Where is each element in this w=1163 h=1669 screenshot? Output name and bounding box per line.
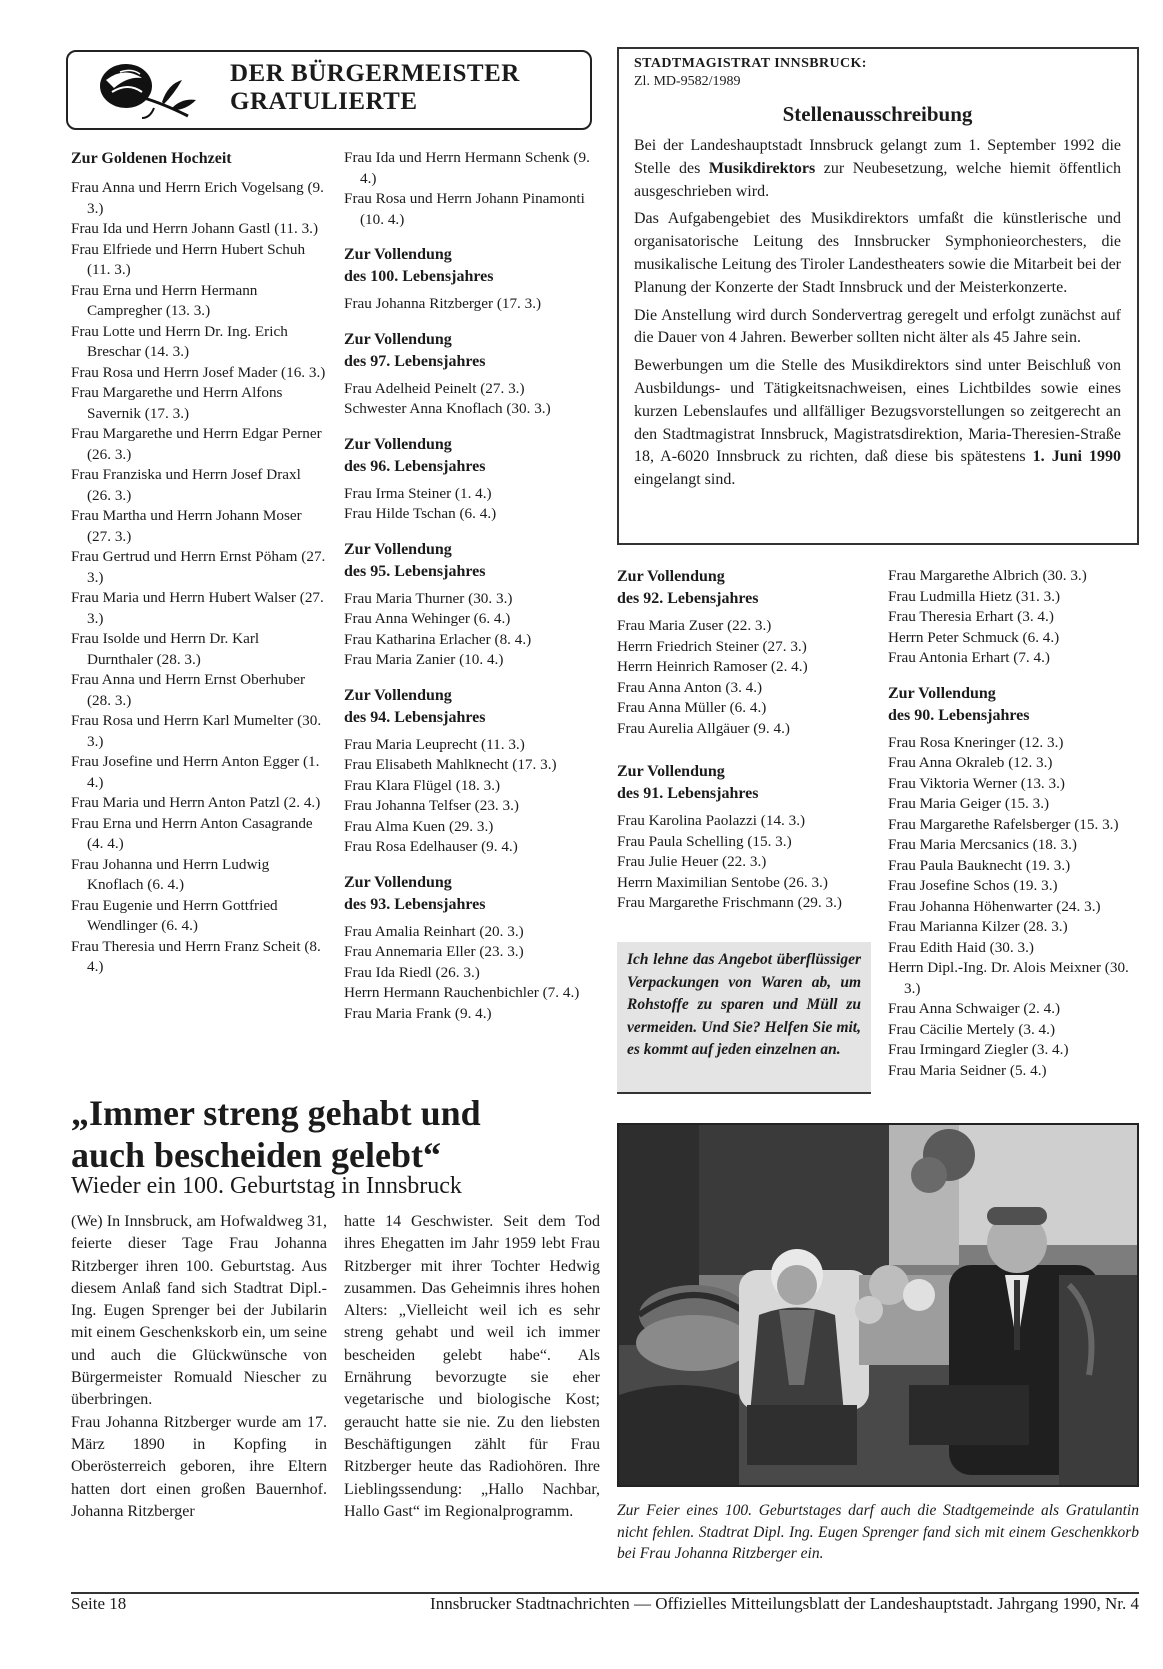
list-item: Frau Alma Kuen (29. 3.)	[344, 817, 494, 835]
list-item: Frau Anna Schwaiger (2. 4.)	[888, 1000, 1061, 1017]
jubilee-column-3	[617, 566, 873, 914]
list-item: Frau Ludmilla Hietz (31. 3.)	[888, 587, 1061, 605]
list-item: Frau Maria Seidner (5. 4.)	[888, 1061, 1047, 1079]
list-item: Frau Maria Geiger (15. 3.)	[888, 795, 1050, 812]
job-posting-p1-bold: Musikdirektors	[708, 159, 816, 177]
list-item: Frau Johanna Ritzberger (17. 3.)	[344, 295, 542, 312]
job-posting-p1-a: Bei der Landeshauptstadt Innsbruck gelangt zum 1. September 1992 die Stelle des	[634, 137, 1121, 177]
section-heading	[344, 872, 600, 916]
job-posting-ref: Zl. MD-9582/1989	[634, 74, 741, 89]
list-item: Frau Margarethe und Herrn Edgar Perner (26. 3.)	[71, 425, 322, 463]
section-heading	[344, 244, 600, 288]
list-item: Frau Erna und Herrn Anton Casagrande (4. 4.)	[71, 814, 313, 852]
list-item: Frau Irmingard Ziegler (3. 4.)	[888, 1041, 1069, 1058]
photo-frame	[617, 1123, 1139, 1487]
list-item: Frau Ida und Herrn Hermann Schenk (9. 4.)	[344, 149, 590, 187]
list-item: Frau Maria und Herrn Hubert Walser (27. 3.)	[71, 589, 324, 627]
section-heading-line2: des 97. Lebensjahres	[344, 352, 486, 370]
list-item: Frau Klara Flügel (18. 3.)	[344, 776, 501, 794]
job-posting-p1-b: zur Neubesetzung, welche hiemit öffentlich ausgeschrieben wird.	[634, 159, 1122, 200]
list-item: Frau Anna Müller (6. 4.)	[617, 699, 767, 716]
list-item: Frau Katharina Erlacher (8. 4.)	[344, 630, 532, 648]
list-item: Frau Maria und Herrn Anton Patzl (2. 4.)	[71, 794, 321, 811]
jubilee-column-4	[888, 566, 1148, 1081]
list-item: Frau Aurelia Allgäuer (9. 4.)	[617, 719, 790, 737]
list-item: Frau Rosa Edelhauser (9. 4.)	[344, 838, 518, 855]
packaging-note-text: Ich lehne das Angebot überflüssiger Verpackungen von Waren ab, um Rohstoffe zu sparen und Müll zu vermeiden. Und Sie? Helfen Sie mit, es kommt auf jeden einzelnen an.	[627, 951, 861, 1058]
goldene-hochzeit-column	[71, 148, 327, 978]
job-posting-paragraph-4	[634, 355, 1121, 492]
job-posting-paragraph-2: Das Aufgabengebiet des Musikdirektors umfaßt die künstlerische und organisatorische Leitung des Innsbrucker Symphonieorchesters, die musikalische Leitung des Tiroler Landestheaters sowie die Mitarbeit bei der Planung der Konzerte der Stadt Innsbruck und der Meisterkonzerte.	[634, 210, 1121, 296]
jubilee-column-2	[344, 148, 600, 1024]
list-item: Frau Maria Mercsanics (18. 3.)	[888, 836, 1077, 853]
list-item: Schwester Anna Knoflach (30. 3.)	[344, 400, 551, 417]
list-item: Frau Josefine und Herrn Anton Egger (1. 4.)	[71, 753, 320, 791]
job-posting-p4-b: eingelangt sind.	[634, 471, 736, 489]
list-item: Frau Adelheid Peinelt (27. 3.)	[344, 379, 525, 397]
list-item: Frau Hilde Tschan (6. 4.)	[344, 505, 497, 522]
section-heading-line2: des 90. Lebensjahres	[888, 706, 1030, 724]
list-item: Frau Margarethe Frischmann (29. 3.)	[617, 894, 842, 911]
list-item: Herrn Hermann Rauchenbichler (7. 4.)	[344, 984, 580, 1001]
list-item: Frau Martha und Herrn Johann Moser (27. 3.)	[71, 507, 302, 545]
list-item: Frau Johanna Telfser (23. 3.)	[344, 797, 519, 814]
column-header-title-line2: GRATULIERTE	[230, 88, 418, 115]
photo-caption: Zur Feier eines 100. Geburtstages darf auch die Stadtgemeinde als Gratulantin nicht fehlen. Stadtrat Dipl. Ing. Eugen Sprenger fand sich mit einem Geschenkkorb bei Frau Johanna Ritzberger ein.	[617, 1502, 1139, 1562]
list-item: Frau Amalia Reinhart (20. 3.)	[344, 922, 524, 940]
section-heading	[888, 683, 1148, 727]
footer-publication: Innsbrucker Stadtnachrichten — Offizielles Mitteilungsblatt der Landeshauptstadt. Jahrgang 1990, Nr. 4	[430, 1594, 1139, 1613]
section-heading	[344, 539, 600, 583]
section-heading	[344, 434, 600, 478]
article-col1-paragraph-1: (We) In Innsbruck, am Hofwaldweg 31, feierte dieser Tage Frau Johanna Ritzberger ihren 100. Geburtstag. Aus diesem Anlaß fand sich Stadtrat Dipl.-Ing. Eugen Sprenger bei der Jubilarin mit einem Geschenkskorb ein, um seine und auch die Glückwünsche von Bürgermeister Romuald Niescher zu überbringen.	[71, 1213, 327, 1409]
packaging-note	[617, 942, 871, 1094]
list-item: Frau Margarethe Rafelsberger (15. 3.)	[888, 815, 1119, 833]
section-heading-line1: Zur Vollendung	[888, 684, 996, 702]
list-item: Frau Marianna Kilzer (28. 3.)	[888, 918, 1068, 935]
list-item: Frau Paula Bauknecht (19. 3.)	[888, 856, 1071, 874]
article-column-2	[344, 1211, 600, 1523]
list-item: Frau Anna Anton (3. 4.)	[617, 678, 763, 696]
list-item: Herrn Friedrich Steiner (27. 3.)	[617, 637, 807, 655]
section-heading	[344, 329, 600, 373]
section-heading-line1: Zur Vollendung	[617, 763, 725, 780]
section-heading	[344, 685, 600, 729]
footer-page-number: Seite 18	[71, 1594, 127, 1613]
article-headline	[71, 1092, 481, 1176]
rose-icon	[84, 58, 202, 120]
list-item: Frau Julie Heuer (22. 3.)	[617, 853, 767, 870]
list-item: Frau Theresia Erhart (3. 4.)	[888, 608, 1054, 625]
list-item: Frau Anna Wehinger (6. 4.)	[344, 610, 511, 627]
list-item: Frau Annemaria Eller (23. 3.)	[344, 943, 524, 960]
birthday-photo	[619, 1125, 1137, 1485]
article-col1-paragraph-2: Frau Johanna Ritzberger wurde am 17. März 1890 in Kopfing in Oberösterreich geboren, ihre Eltern hatten dort einen großen Bauernhof. Johanna Ritzberger	[71, 1413, 327, 1520]
list-item: Herrn Peter Schmuck (6. 4.)	[888, 628, 1060, 646]
article-headline-line2: auch bescheiden gelebt“	[71, 1135, 442, 1175]
section-heading-line1: Zur Vollendung	[617, 568, 725, 585]
list-item: Frau Rosa Kneringer (12. 3.)	[888, 733, 1064, 751]
list-item: Frau Karolina Paolazzi (14. 3.)	[617, 812, 806, 829]
section-heading-line2: des 92. Lebensjahres	[617, 590, 759, 607]
section-heading	[617, 566, 873, 610]
list-item: Frau Margarethe und Herrn Alfons Savernik (17. 3.)	[71, 384, 283, 422]
list-item: Frau Isolde und Herrn Dr. Karl Durnthaler (28. 3.)	[71, 630, 260, 668]
list-item: Herrn Dipl.-Ing. Dr. Alois Meixner (30. 3.)	[888, 959, 1129, 997]
list-item: Frau Viktoria Werner (13. 3.)	[888, 774, 1065, 792]
job-posting-p4-bold: 1. Juni 1990	[1032, 448, 1121, 466]
list-item: Frau Rosa und Herrn Johann Pinamonti (10. 4.)	[344, 190, 585, 228]
section-heading-line1: Zur Vollendung	[344, 435, 452, 453]
job-posting-box	[617, 47, 1139, 545]
list-item: Frau Johanna Höhenwarter (24. 3.)	[888, 897, 1101, 915]
section-heading-line1: Zur Vollendung	[344, 686, 452, 704]
job-posting-paragraph-3: Die Anstellung wird durch Sondervertrag geregelt und erfolgt zunächst auf die Dauer von 4 Jahren. Bewerber sollten nicht älter als 45 Jahre sein.	[634, 306, 1121, 347]
goldene-hochzeit-list	[71, 178, 327, 978]
section-heading-line2: des 93. Lebensjahres	[344, 895, 486, 913]
list-item: Frau Elfriede und Herrn Hubert Schuh (11. 3.)	[71, 240, 306, 278]
list-item: Frau Irma Steiner (1. 4.)	[344, 484, 492, 502]
list-item: Herrn Heinrich Ramoser (2. 4.)	[617, 658, 808, 675]
job-posting-p4-a: Bewerbungen um die Stelle des Musikdirektors sind unter Beischluß von Ausbildungs- und Tätigkeitsnachweisen, eines Lichtbildes sowie eines kurzen Lebenslaufes und allfälliger Bezugsvorstellungen so zeitgerecht an den Stadtmagistrat Innsbruck, Magistratsdirektion, Maria-Theresien-Straße 18, A-6020 Innsbruck zu richten, daß diese bis spätestens	[634, 357, 1121, 466]
list-item: Frau Anna und Herrn Ernst Oberhuber (28. 3.)	[71, 671, 306, 709]
goldene-hochzeit-heading: Zur Goldenen Hochzeit	[71, 150, 232, 167]
list-item: Frau Ida Riedl (26. 3.)	[344, 963, 480, 981]
column-header-title-line1: DER BÜRGERMEISTER	[230, 60, 520, 87]
list-item: Frau Anna und Herrn Erich Vogelsang (9. 3.)	[71, 179, 324, 217]
article-headline-line1: „Immer streng gehabt und	[71, 1093, 481, 1133]
section-heading-line1: Zur Vollendung	[344, 540, 452, 558]
list-item: Frau Maria Zanier (10. 4.)	[344, 651, 504, 668]
list-item: Frau Maria Leuprecht (11. 3.)	[344, 735, 525, 753]
section-heading-line2: des 91. Lebensjahres	[617, 785, 759, 802]
section-heading-line1: Zur Vollendung	[344, 330, 452, 348]
list-item: Frau Antonia Erhart (7. 4.)	[888, 649, 1050, 666]
list-item: Frau Edith Haid (30. 3.)	[888, 938, 1034, 956]
list-item: Frau Maria Zuser (22. 3.)	[617, 617, 772, 634]
list-item: Frau Paula Schelling (15. 3.)	[617, 832, 792, 850]
list-item: Frau Lotte und Herrn Dr. Ing. Erich Breschar (14. 3.)	[71, 322, 288, 360]
section-heading	[617, 761, 873, 805]
list-item: Frau Gertrud und Herrn Ernst Pöham (27. 3.)	[71, 548, 326, 586]
list-item: Frau Ida und Herrn Johann Gastl (11. 3.)	[71, 220, 319, 237]
list-item: Frau Rosa und Herrn Karl Mumelter (30. 3.)	[71, 712, 322, 750]
section-heading-line2: des 94. Lebensjahres	[344, 708, 486, 726]
job-posting-issuer: STADTMAGISTRAT INNSBRUCK:	[634, 56, 867, 71]
list-item: Frau Rosa und Herrn Josef Mader (16. 3.)	[71, 363, 326, 381]
list-item: Frau Maria Frank (9. 4.)	[344, 1004, 492, 1022]
section-heading-line1: Zur Vollendung	[344, 873, 452, 891]
list-item: Herrn Maximilian Sentobe (26. 3.)	[617, 873, 828, 891]
list-item: Frau Erna und Herrn Hermann Campregher (13. 3.)	[71, 281, 258, 319]
list-item: Frau Cäcilie Mertely (3. 4.)	[888, 1020, 1056, 1038]
list-item: Frau Eugenie und Herrn Gottfried Wendlinger (6. 4.)	[71, 896, 278, 934]
section-heading-line1: Zur Vollendung	[344, 246, 452, 263]
column-header-title	[230, 60, 520, 116]
list-item: Frau Josefine Schos (19. 3.)	[888, 877, 1058, 894]
list-item: Frau Theresia und Herrn Franz Scheit (8. 4.)	[71, 937, 321, 975]
article-col2-paragraph-1: hatte 14 Geschwister. Seit dem Tod ihres Ehegatten im Jahr 1959 lebt Frau Ritzberger mit ihrer Tochter Hedwig zusammen. Das Geheimnis ihres hohen Alters: „Vielleicht weil ich es sehr streng gehabt und weil ich immer bescheiden gelebt habe“. Als Ernährung bevorzugte sie eher vegetarische und biologische Kost; geraucht hatte sie nie. Zu den liebsten Beschäftigungen zählt für Frau Ritzberger heute das Radiohören. Ihre Lieblingssendung: „Hallo Nachbar, Hallo Gast“ im Regionalprogramm.	[344, 1213, 600, 1520]
list-item: Frau Elisabeth Mahlknecht (17. 3.)	[344, 756, 557, 773]
article-subtitle: Wieder ein 100. Geburtstag in Innsbruck	[71, 1173, 462, 1199]
list-item: Frau Anna Okraleb (12. 3.)	[888, 754, 1053, 771]
list-item: Frau Margarethe Albrich (30. 3.)	[888, 567, 1087, 584]
list-item: Frau Franziska und Herrn Josef Draxl (26. 3.)	[71, 466, 301, 504]
section-heading-line2: des 100. Lebensjahres	[344, 268, 494, 285]
section-heading-line2: des 95. Lebensjahres	[344, 562, 486, 580]
job-posting-title: Stellenausschreibung	[782, 102, 973, 126]
list-item: Frau Johanna und Herrn Ludwig Knoflach (6. 4.)	[71, 855, 270, 893]
column-header	[66, 50, 592, 130]
job-posting-paragraph-1	[634, 135, 1121, 203]
list-item: Frau Maria Thurner (30. 3.)	[344, 589, 513, 607]
article-column-1	[71, 1211, 327, 1523]
section-heading-line2: des 96. Lebensjahres	[344, 457, 486, 475]
